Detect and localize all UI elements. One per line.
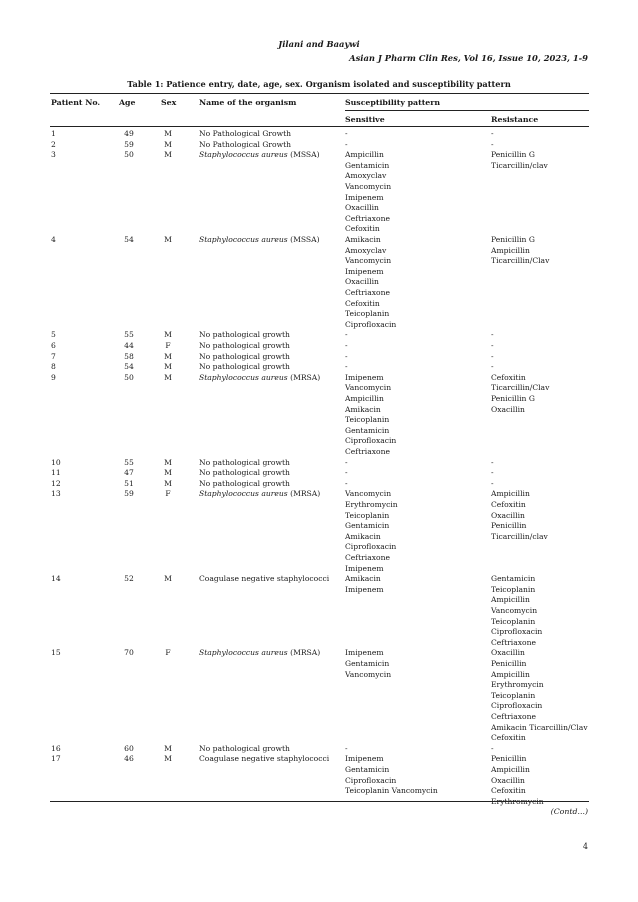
sex-cell: M bbox=[164, 139, 172, 149]
resistance-cell bbox=[491, 140, 494, 151]
organism-cell: No pathological growth bbox=[199, 743, 290, 753]
sensitive-cell bbox=[345, 235, 396, 330]
resistant-drug: Amikacin Ticarcillin/Clav bbox=[491, 722, 588, 732]
resistant-drug: - bbox=[491, 330, 494, 340]
sensitive-drug: - bbox=[345, 341, 348, 350]
organism-species: Staphylococcus aureus bbox=[199, 489, 288, 499]
resistant-drug: Penicillin bbox=[491, 658, 527, 668]
resistance-cell bbox=[491, 479, 494, 490]
resistant-drug: Cefoxitin bbox=[491, 733, 526, 743]
age-cell: 51 bbox=[124, 478, 134, 488]
sex-cell: M bbox=[164, 372, 172, 382]
resistant-drug: - bbox=[491, 478, 494, 488]
organism-species: Staphylococcus aureus bbox=[199, 235, 288, 244]
resistant-drug: - bbox=[491, 139, 494, 149]
resistant-drug: Penicillin G bbox=[491, 150, 535, 160]
resistance-cell bbox=[491, 341, 494, 352]
resistant-drug: Penicillin bbox=[491, 521, 527, 531]
patient-no-cell: 1 bbox=[51, 129, 56, 138]
organism-strain: (MSSA) bbox=[287, 235, 320, 244]
resistance-cell bbox=[491, 574, 542, 648]
organism-cell: No Pathological Growth bbox=[199, 129, 292, 138]
age-cell: 54 bbox=[124, 235, 134, 244]
table-top-rule bbox=[50, 93, 589, 94]
sensitive-cell bbox=[345, 744, 348, 755]
header-age: Age bbox=[119, 98, 136, 107]
resistance-cell bbox=[491, 362, 494, 373]
patient-no-cell: 6 bbox=[51, 341, 56, 350]
resistant-drug: Oxacillin bbox=[491, 648, 525, 658]
resistant-drug: Ciprofloxacin bbox=[491, 627, 543, 637]
resistance-cell bbox=[491, 129, 494, 140]
patient-no-cell: 15 bbox=[51, 648, 61, 658]
age-cell: 49 bbox=[124, 129, 134, 138]
sensitive-cell bbox=[345, 352, 348, 363]
age-cell: 50 bbox=[124, 150, 134, 160]
sensitive-drug: Gentamicin bbox=[345, 658, 390, 668]
sensitive-cell bbox=[345, 341, 348, 352]
sensitive-drug: Ampicillin bbox=[345, 150, 384, 160]
sensitive-drug: - bbox=[345, 362, 348, 372]
sensitive-cell bbox=[345, 129, 348, 140]
sex-cell: M bbox=[164, 129, 172, 138]
sensitive-drug: Cefoxitin bbox=[345, 298, 380, 308]
resistant-drug: Ampicillin bbox=[491, 595, 530, 605]
table-caption: Table 1: Patience entry, date, age, sex. Organism isolated and susceptibility pattern bbox=[127, 79, 511, 89]
age-cell: 70 bbox=[124, 648, 134, 658]
sensitive-cell bbox=[345, 489, 398, 574]
sex-cell: M bbox=[164, 362, 172, 372]
resistance-cell bbox=[491, 330, 494, 341]
sensitive-drug: Amoxyclav bbox=[345, 245, 387, 255]
age-cell: 54 bbox=[124, 362, 134, 372]
patient-no-cell: 13 bbox=[51, 489, 61, 499]
sensitive-drug: Ciprofloxacin bbox=[345, 436, 397, 446]
sensitive-drug: - bbox=[345, 468, 348, 478]
organism-cell: Coagulase negative staphylococci bbox=[199, 754, 330, 764]
sensitive-drug: Imipenem bbox=[345, 563, 384, 573]
sensitive-drug: Amikacin bbox=[345, 531, 381, 541]
sensitive-drug: Teicoplanin bbox=[345, 309, 390, 319]
resistant-drug: Teicoplanin bbox=[491, 616, 536, 626]
sensitive-drug: Imipenem bbox=[345, 754, 384, 764]
sensitive-drug: Ampicillin bbox=[345, 393, 384, 403]
sex-cell: M bbox=[164, 150, 172, 160]
sensitive-drug: Amikacin bbox=[345, 404, 381, 414]
resistant-drug: - bbox=[491, 743, 494, 753]
resistance-cell bbox=[491, 150, 548, 171]
sensitive-cell bbox=[345, 479, 348, 490]
sensitive-drug: Gentamicin bbox=[345, 764, 390, 774]
sensitive-drug: Imipenem bbox=[345, 648, 384, 658]
organism-cell: No pathological growth bbox=[199, 457, 290, 467]
organism-strain: (MSSA) bbox=[287, 150, 320, 160]
sensitive-cell bbox=[345, 574, 384, 595]
sensitive-drug: Vancomycin bbox=[345, 256, 392, 266]
resistant-drug: Cefoxitin bbox=[491, 372, 526, 382]
resistant-drug: - bbox=[491, 468, 494, 478]
resistant-drug: Ciprofloxacin bbox=[491, 701, 543, 711]
sensitive-drug: Gentamicin bbox=[345, 160, 390, 170]
resistant-drug: Ticarcillin/clav bbox=[491, 160, 548, 170]
sensitive-drug: - bbox=[345, 478, 348, 488]
resistant-drug: Erythromycin bbox=[491, 796, 544, 806]
patient-no-cell: 11 bbox=[51, 468, 61, 478]
age-cell: 46 bbox=[124, 754, 134, 764]
sensitive-drug: Cefoxitin bbox=[345, 224, 380, 234]
sensitive-cell bbox=[345, 373, 396, 458]
sensitive-drug: Ciprofloxacin bbox=[345, 319, 397, 329]
sensitive-cell bbox=[345, 362, 348, 373]
organism-cell bbox=[199, 235, 320, 246]
sensitive-drug: Imipenem bbox=[345, 584, 384, 594]
sensitive-drug: Ciprofloxacin bbox=[345, 775, 397, 785]
organism-strain: (MRSA) bbox=[287, 489, 321, 499]
sensitive-drug: Gentamicin bbox=[345, 425, 390, 435]
resistant-drug: Vancomycin bbox=[491, 605, 538, 615]
susceptibility-underline bbox=[345, 110, 589, 111]
resistant-drug: Penicillin G bbox=[491, 235, 535, 244]
organism-cell: No pathological growth bbox=[199, 341, 290, 350]
sensitive-drug: Vancomycin bbox=[345, 181, 392, 191]
patient-no-cell: 14 bbox=[51, 574, 61, 584]
sensitive-drug: - bbox=[345, 139, 348, 149]
organism-cell: No pathological growth bbox=[199, 351, 290, 361]
age-cell: 55 bbox=[124, 330, 134, 340]
patient-no-cell: 3 bbox=[51, 150, 56, 160]
sex-cell: M bbox=[164, 574, 172, 584]
sensitive-drug: - bbox=[345, 743, 348, 753]
header-resistance: Resistance bbox=[491, 115, 539, 124]
sensitive-cell bbox=[345, 754, 438, 796]
organism-cell bbox=[199, 150, 320, 161]
header-sex: Sex bbox=[161, 98, 177, 107]
resistance-cell bbox=[491, 458, 494, 469]
resistant-drug: - bbox=[491, 362, 494, 372]
resistance-cell bbox=[491, 373, 549, 415]
sensitive-drug: Amikacin bbox=[345, 235, 381, 244]
running-header-journal: Asian J Pharm Clin Res, Vol 16, Issue 10, 2023, 1-9 bbox=[349, 53, 588, 63]
sex-cell: F bbox=[165, 341, 171, 350]
resistant-drug: - bbox=[491, 457, 494, 467]
age-cell: 58 bbox=[124, 351, 134, 361]
organism-species: Staphylococcus aureus bbox=[199, 648, 288, 658]
resistant-drug: Ampicillin bbox=[491, 489, 530, 499]
continued-note: (Contd...) bbox=[550, 807, 588, 816]
sensitive-cell bbox=[345, 468, 348, 479]
sensitive-drug: Imipenem bbox=[345, 266, 384, 276]
sex-cell: M bbox=[164, 468, 172, 478]
age-cell: 59 bbox=[124, 139, 134, 149]
age-cell: 55 bbox=[124, 457, 134, 467]
age-cell: 59 bbox=[124, 489, 134, 499]
resistance-cell bbox=[491, 468, 494, 479]
organism-cell bbox=[199, 489, 320, 500]
age-cell: 44 bbox=[124, 341, 134, 350]
organism-strain: (MRSA) bbox=[287, 648, 321, 658]
sex-cell: M bbox=[164, 457, 172, 467]
resistance-cell bbox=[491, 648, 588, 743]
sex-cell: M bbox=[164, 235, 172, 244]
patient-no-cell: 16 bbox=[51, 743, 61, 753]
header-sensitive: Sensitive bbox=[345, 115, 385, 124]
resistant-drug: - bbox=[491, 341, 494, 350]
organism-species: Staphylococcus aureus bbox=[199, 150, 288, 160]
resistant-drug: Erythromycin bbox=[491, 680, 544, 690]
age-cell: 60 bbox=[124, 743, 134, 753]
resistance-cell bbox=[491, 352, 494, 363]
resistant-drug: Oxacillin bbox=[491, 775, 525, 785]
header-patient-no: Patient No. bbox=[51, 98, 101, 107]
age-cell: 50 bbox=[124, 372, 134, 382]
sensitive-drug: Ceftriaxone bbox=[345, 552, 390, 562]
resistant-drug: Penicillin G bbox=[491, 393, 535, 403]
patient-no-cell: 5 bbox=[51, 330, 56, 340]
patient-no-cell: 10 bbox=[51, 457, 61, 467]
resistance-cell bbox=[491, 235, 549, 267]
organism-cell: No pathological growth bbox=[199, 330, 290, 340]
patient-no-cell: 2 bbox=[51, 139, 56, 149]
sensitive-drug: Teicoplanin Vancomycin bbox=[345, 786, 438, 796]
sensitive-drug: Amoxyclav bbox=[345, 171, 387, 181]
resistant-drug: Cefoxitin bbox=[491, 499, 526, 509]
organism-cell: No pathological growth bbox=[199, 362, 290, 372]
resistant-drug: Ceftriaxone bbox=[491, 637, 536, 647]
patient-no-cell: 4 bbox=[51, 235, 56, 244]
sensitive-drug: Oxacillin bbox=[345, 203, 379, 213]
resistant-drug: Ticarcillin/Clav bbox=[491, 383, 550, 393]
organism-species: Staphylococcus aureus bbox=[199, 372, 288, 382]
organism-cell: No Pathological Growth bbox=[199, 139, 292, 149]
sensitive-drug: Ciprofloxacin bbox=[345, 542, 397, 552]
resistant-drug: Ticarcillin/clav bbox=[491, 531, 548, 541]
sensitive-drug: - bbox=[345, 351, 348, 361]
running-header-authors: Jilani and Baaywi bbox=[278, 39, 360, 49]
resistant-drug: Teicoplanin bbox=[491, 690, 536, 700]
sensitive-drug: Vancomycin bbox=[345, 383, 392, 393]
resistant-drug: Ampicillin bbox=[491, 245, 530, 255]
resistant-drug: Penicillin bbox=[491, 754, 527, 764]
sensitive-cell bbox=[345, 648, 391, 680]
resistant-drug: Ampicillin bbox=[491, 669, 530, 679]
header-organism: Name of the organism bbox=[199, 98, 297, 107]
resistant-drug: Ticarcillin/Clav bbox=[491, 256, 550, 266]
sensitive-drug: Teicoplanin bbox=[345, 510, 390, 520]
sensitive-drug: Imipenem bbox=[345, 192, 384, 202]
organism-cell: Coagulase negative staphylococci bbox=[199, 574, 330, 584]
resistance-cell bbox=[491, 744, 494, 755]
resistant-drug: Ampicillin bbox=[491, 764, 530, 774]
sensitive-drug: Amikacin bbox=[345, 574, 381, 584]
sex-cell: M bbox=[164, 351, 172, 361]
sensitive-cell bbox=[345, 330, 348, 341]
header-susceptibility: Susceptibility pattern bbox=[345, 98, 441, 107]
resistant-drug: Cefoxitin bbox=[491, 786, 526, 796]
sensitive-cell bbox=[345, 140, 348, 151]
sex-cell: F bbox=[165, 648, 171, 658]
table-bottom-rule bbox=[50, 801, 589, 802]
resistant-drug: Oxacillin bbox=[491, 510, 525, 520]
sensitive-drug: - bbox=[345, 330, 348, 340]
sensitive-cell bbox=[345, 150, 391, 235]
organism-cell: No pathological growth bbox=[199, 468, 290, 478]
sex-cell: M bbox=[164, 754, 172, 764]
page-number: 4 bbox=[582, 842, 588, 851]
resistance-cell bbox=[491, 489, 548, 542]
resistant-drug: Oxacillin bbox=[491, 404, 525, 414]
sensitive-drug: Ceftriaxone bbox=[345, 446, 390, 456]
age-cell: 47 bbox=[124, 468, 134, 478]
sensitive-drug: Oxacillin bbox=[345, 277, 379, 287]
patient-no-cell: 9 bbox=[51, 372, 56, 382]
sex-cell: M bbox=[164, 743, 172, 753]
sensitive-drug: Erythromycin bbox=[345, 499, 398, 509]
header-bottom-rule bbox=[50, 126, 589, 127]
sensitive-drug: Ceftriaxone bbox=[345, 287, 390, 297]
sensitive-drug: - bbox=[345, 129, 348, 138]
resistance-cell bbox=[491, 754, 544, 807]
sex-cell: M bbox=[164, 330, 172, 340]
sensitive-drug: Gentamicin bbox=[345, 521, 390, 531]
organism-strain: (MRSA) bbox=[287, 372, 321, 382]
sex-cell: F bbox=[165, 489, 171, 499]
sensitive-drug: Vancomycin bbox=[345, 489, 392, 499]
sensitive-drug: Imipenem bbox=[345, 372, 384, 382]
resistant-drug: - bbox=[491, 129, 494, 138]
patient-no-cell: 7 bbox=[51, 351, 56, 361]
age-cell: 52 bbox=[124, 574, 134, 584]
sensitive-drug: Vancomycin bbox=[345, 669, 392, 679]
sensitive-cell bbox=[345, 458, 348, 469]
resistant-drug: Gentamicin bbox=[491, 574, 536, 584]
organism-cell bbox=[199, 648, 320, 659]
sensitive-drug: Teicoplanin bbox=[345, 415, 390, 425]
resistant-drug: Ceftriaxone bbox=[491, 711, 536, 721]
patient-no-cell: 17 bbox=[51, 754, 61, 764]
sensitive-drug: Ceftriaxone bbox=[345, 213, 390, 223]
sensitive-drug: - bbox=[345, 457, 348, 467]
organism-cell bbox=[199, 373, 320, 384]
organism-cell: No pathological growth bbox=[199, 478, 290, 488]
patient-no-cell: 8 bbox=[51, 362, 56, 372]
resistant-drug: Teicoplanin bbox=[491, 584, 536, 594]
sex-cell: M bbox=[164, 478, 172, 488]
patient-no-cell: 12 bbox=[51, 478, 61, 488]
resistant-drug: - bbox=[491, 351, 494, 361]
